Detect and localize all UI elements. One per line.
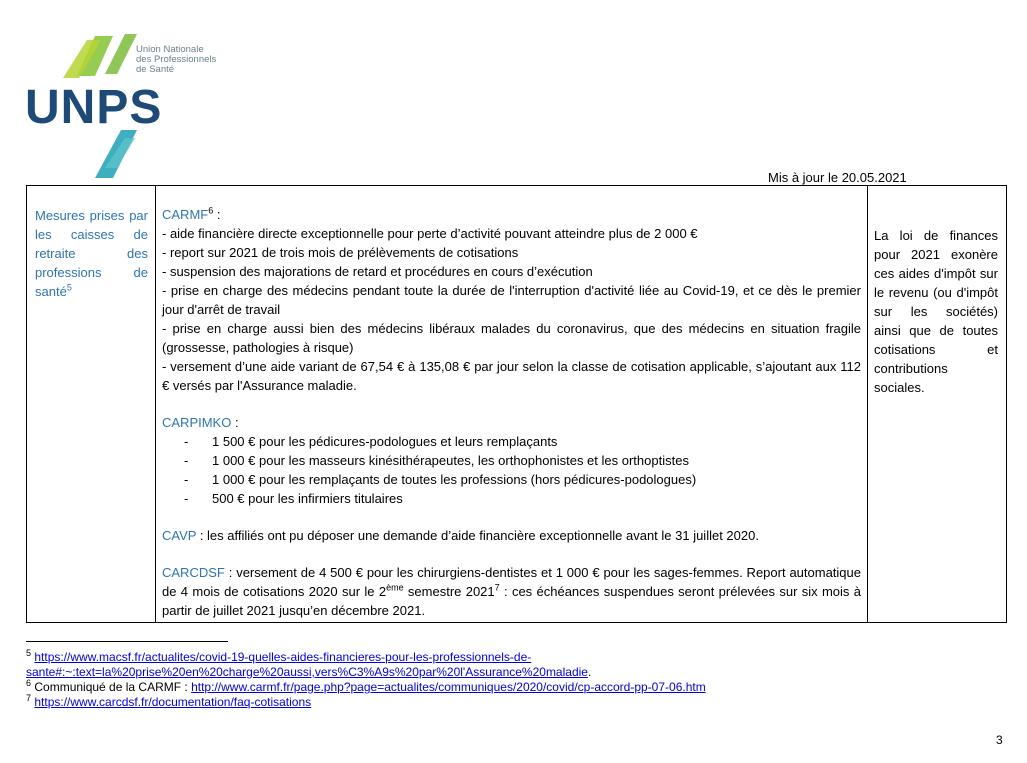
carpimko-item-text: 1 000 € pour les remplaçants de toutes les professions (hors pédicures-podologues) <box>212 472 697 487</box>
page-number: 3 <box>996 733 1003 747</box>
carmf-item: - prise en charge des médecins pendant toute la durée de l'interruption d'activité liée au Covid-19, et ce dès le premier jour d'arrêt de travail <box>162 283 861 317</box>
footnote-5-link-part-2: sante#:~:text=la%20prise%20en%20charge%20aussi,vers%C3%A9s%20par%20l'Assurance%20maladie <box>26 665 588 679</box>
left-label-text: Mesures prises par les caisses de retraite des professions de santé <box>35 208 148 299</box>
carpimko-item-text: 500 € pour les infirmiers titulaires <box>212 491 403 506</box>
footnote-7 <box>26 695 706 710</box>
logo-acronym: UNPS <box>25 81 163 134</box>
carpimko-item-text: 1 500 € pour les pédicures-podologues et leurs remplaçants <box>212 434 558 449</box>
tagline-line-1: Union Nationale <box>136 44 204 55</box>
bullet-dash: - <box>184 472 189 487</box>
carpimko-colon: : <box>231 415 239 430</box>
footnote-separator <box>26 641 228 642</box>
footnote-5-link-part-1: https://www.macsf.fr/actualites/covid-19-quelles-aides-financieres-pour-les-professionnels-de- <box>34 650 532 664</box>
carcdsf-paragraph <box>162 563 861 622</box>
superscript-eme: ème <box>386 582 404 593</box>
carmf-item: - versement d’une aide variant de 67,54 € à 135,08 € par jour selon la classe de cotisation applicable, s’ajoutant aux 112 € versés par l'Assurance maladie. <box>162 359 861 393</box>
footnote-5-number: 5 <box>26 648 32 658</box>
bullet-dash: - <box>184 453 189 468</box>
cavp-title: CAVP <box>162 528 197 543</box>
tagline-line-2: des Professionnels <box>136 54 217 65</box>
carcdsf-text-b: semestre 2021 <box>403 584 495 599</box>
tax-note-cell <box>868 186 1007 623</box>
bullet-dash: - <box>184 434 189 449</box>
footnote-5-end: . <box>587 665 592 679</box>
measures-table <box>26 185 1007 623</box>
carmf-item: - prise en charge aussi bien des médecins libéraux malades du coronavirus, que des médecins en situation fragile (grossesse, pathologies à risque) <box>162 321 861 355</box>
carmf-heading <box>162 205 861 224</box>
logo-tagline <box>136 45 216 75</box>
carpimko-title: CARPIMKO <box>162 415 232 430</box>
carpimko-item <box>162 470 861 489</box>
carpimko-item <box>162 489 861 508</box>
footnote-5-link[interactable] <box>26 650 588 679</box>
left-label-cell <box>27 186 156 623</box>
footnote-ref-7[interactable]: 7 <box>494 582 500 593</box>
content-cell <box>156 186 868 623</box>
carpimko-heading <box>162 413 861 432</box>
cavp-paragraph <box>162 526 861 545</box>
footnote-ref-5[interactable]: 5 <box>66 282 72 293</box>
carcdsf-text-c: : ces échéances suspendues seront prélevées sur six mois à partir de juillet 2021 jusqu’en décembre 2021. <box>162 584 861 618</box>
carmf-item: - aide financière directe exceptionnelle pour perte d’activité pouvant atteindre plus de 2 000 € <box>162 226 698 241</box>
carcdsf-title: CARCDSF <box>162 565 225 580</box>
carpimko-item <box>162 451 861 470</box>
footnote-6-prefix: Communiqué de la CARMF : <box>34 680 192 694</box>
footnote-7-number: 7 <box>26 693 32 703</box>
carpimko-item-text: 1 000 € pour les masseurs kinésithérapeutes, les orthophonistes et les orthoptistes <box>212 453 689 468</box>
carmf-item: - suspension des majorations de retard et procédures en cours d’exécution <box>162 264 593 279</box>
footnote-6-number: 6 <box>26 678 32 688</box>
bullet-dash: - <box>184 491 189 506</box>
footnote-6 <box>26 680 706 695</box>
carmf-title: CARMF <box>162 207 209 222</box>
cavp-text: : les affiliés ont pu déposer une demande d’aide financière exceptionnelle avant le 31 juillet 2020. <box>196 528 759 543</box>
footnote-6-link[interactable]: http://www.carmf.fr/page.php?page=actualites/communiques/2020/covid/cp-accord-pp-07-06.htm <box>191 680 706 694</box>
carmf-item: - report sur 2021 de trois mois de prélèvements de cotisations <box>162 245 519 260</box>
footnote-7-link[interactable]: https://www.carcdsf.fr/documentation/faq-cotisations <box>34 695 312 709</box>
footnote-5 <box>26 650 706 680</box>
tagline-line-3: de Santé <box>136 64 175 75</box>
footnotes <box>26 650 706 710</box>
tax-note-text: La loi de finances pour 2021 exonère ces aides d'impôt sur le revenu (ou d'impôt sur les sociétés) ainsi que de toutes cotisations et contributions sociales. <box>874 228 998 395</box>
carcdsf-text-a: : versement de 4 500 € pour les chirurgiens-dentistes et 1 000 € pour les sages-femmes. Report automatique de 4 mois de cotisations 2020 sur le 2 <box>162 565 861 599</box>
carmf-colon: : <box>213 207 221 222</box>
footnote-ref-6[interactable]: 6 <box>208 205 214 216</box>
updated-date: Mis à jour le 20.05.2021 <box>768 170 907 185</box>
carpimko-item <box>162 432 861 451</box>
